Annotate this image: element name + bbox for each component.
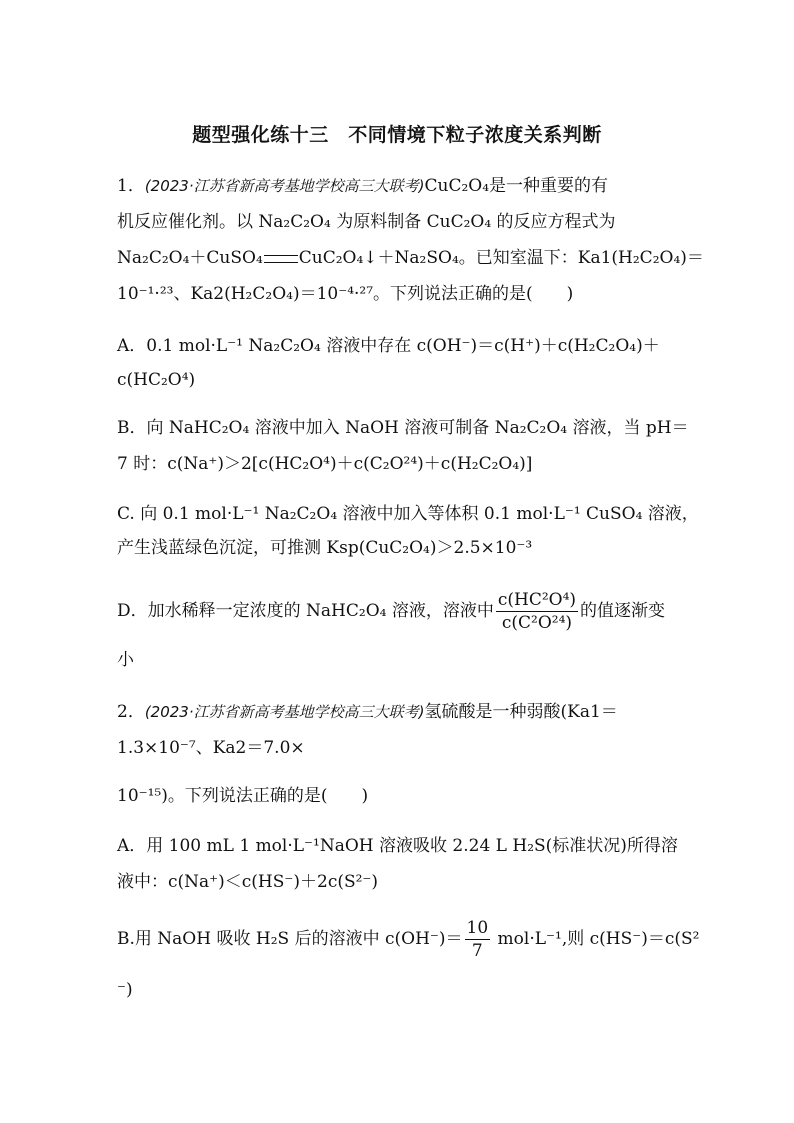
q1-source: (2023·江苏省新高考基地学校高三大联考) (144, 177, 425, 195)
q2-number: 2． (117, 702, 145, 722)
q1-line-3 (117, 246, 704, 270)
q1-option-b-1: B．向 NaHC₂O₄ 溶液中加入 NaOH 溶液可制备 Na₂C₂O₄ 溶液，当 pH＝ (117, 418, 689, 438)
q2-line-1 (117, 700, 687, 724)
q1-stem-1: CuC₂O₄是一种重要的有 (424, 176, 609, 196)
q2-line-2: 1.3×10⁻⁷、Ka2＝7.0× (117, 738, 305, 758)
q1-option-d-post: 的值逐渐变 (580, 601, 666, 621)
q1-line-2: 机反应催化剂。以 Na₂C₂O₄ 为原料制备 CuC₂O₄ 的反应方程式为 (117, 212, 616, 232)
q1-option-c-1: C. 向 0.1 mol·L⁻¹ Na₂C₂O₄ 溶液中加入等体积 0.1 mol·L⁻¹ CuSO₄ 溶液， (117, 504, 699, 524)
q2-source: (2023·江苏省新高考基地学校高三大联考) (144, 703, 425, 721)
page-title: 题型强化练十三 不同情境下粒子浓度关系判断 (192, 124, 602, 146)
q1-option-d-pre: D．加水稀释一定浓度的 NaHC₂O₄ 溶液，溶液中 (117, 601, 494, 621)
q1-option-d-1 (117, 588, 687, 634)
q2-stem-1: 氢硫酸是一种弱酸(Ka1＝ (424, 702, 618, 722)
fraction-denominator: 7 (471, 941, 483, 961)
q2-option-b-fraction (465, 917, 491, 962)
q1-line-4: 10⁻¹·²³、Ka2(H₂C₂O₄)＝10⁻⁴·²⁷。下列说法正确的是( ) (117, 284, 574, 304)
q1-option-c-2: 产生浅蓝绿色沉淀，可推测 Ksp(CuC₂O₄)＞2.5×10⁻³ (117, 538, 533, 558)
fraction-numerator: c(HC²O⁴) (497, 590, 577, 610)
q2-option-b-2: ⁻) (117, 980, 133, 1000)
q2-option-a-1: A．用 100 mL 1 mol·L⁻¹NaOH 溶液吸收 2.24 L H₂S(标准状况)所得溶 (117, 836, 678, 856)
fraction-denominator: c(C²O²⁴) (501, 613, 573, 633)
q1-line-1 (117, 174, 687, 198)
q2-option-b-pre: B.用 NaOH 吸收 H₂S 后的溶液中 c(OH⁻)＝ (117, 929, 463, 949)
q1-option-a-1: A．0.1 mol·L⁻¹ Na₂C₂O₄ 溶液中存在 c(OH⁻)＝c(H⁺)＋c(H₂C₂O₄)＋ (117, 336, 660, 356)
q1-option-b-2: 7 时：c(Na⁺)＞2[c(HC₂O⁴)＋c(C₂O²⁴)＋c(H₂C₂O₄)] (117, 454, 533, 474)
q2-option-b-1 (117, 916, 700, 962)
q1-option-a-2: c(HC₂O⁴) (117, 370, 196, 390)
q2-option-a-2: 液中：c(Na⁺)＜c(HS⁻)＋2c(S²⁻) (117, 872, 379, 892)
q1-equation-left: Na₂C₂O₄＋CuSO₄ (117, 248, 263, 268)
q2-line-3: 10⁻¹⁵)。下列说法正确的是( ) (117, 786, 369, 806)
fraction-numerator: 10 (466, 918, 489, 938)
q1-option-d-2: 小 (117, 650, 134, 670)
equal-sign-arrow (264, 255, 298, 263)
q2-option-b-post: mol·L⁻¹,则 c(HS⁻)＝c(S² (492, 929, 700, 949)
q1-equation-right: CuC₂O₄↓＋Na₂SO₄。已知室温下：Ka1(H₂C₂O₄)＝ (298, 248, 704, 268)
q1-number: 1． (117, 176, 145, 196)
q1-option-d-fraction (496, 589, 578, 634)
